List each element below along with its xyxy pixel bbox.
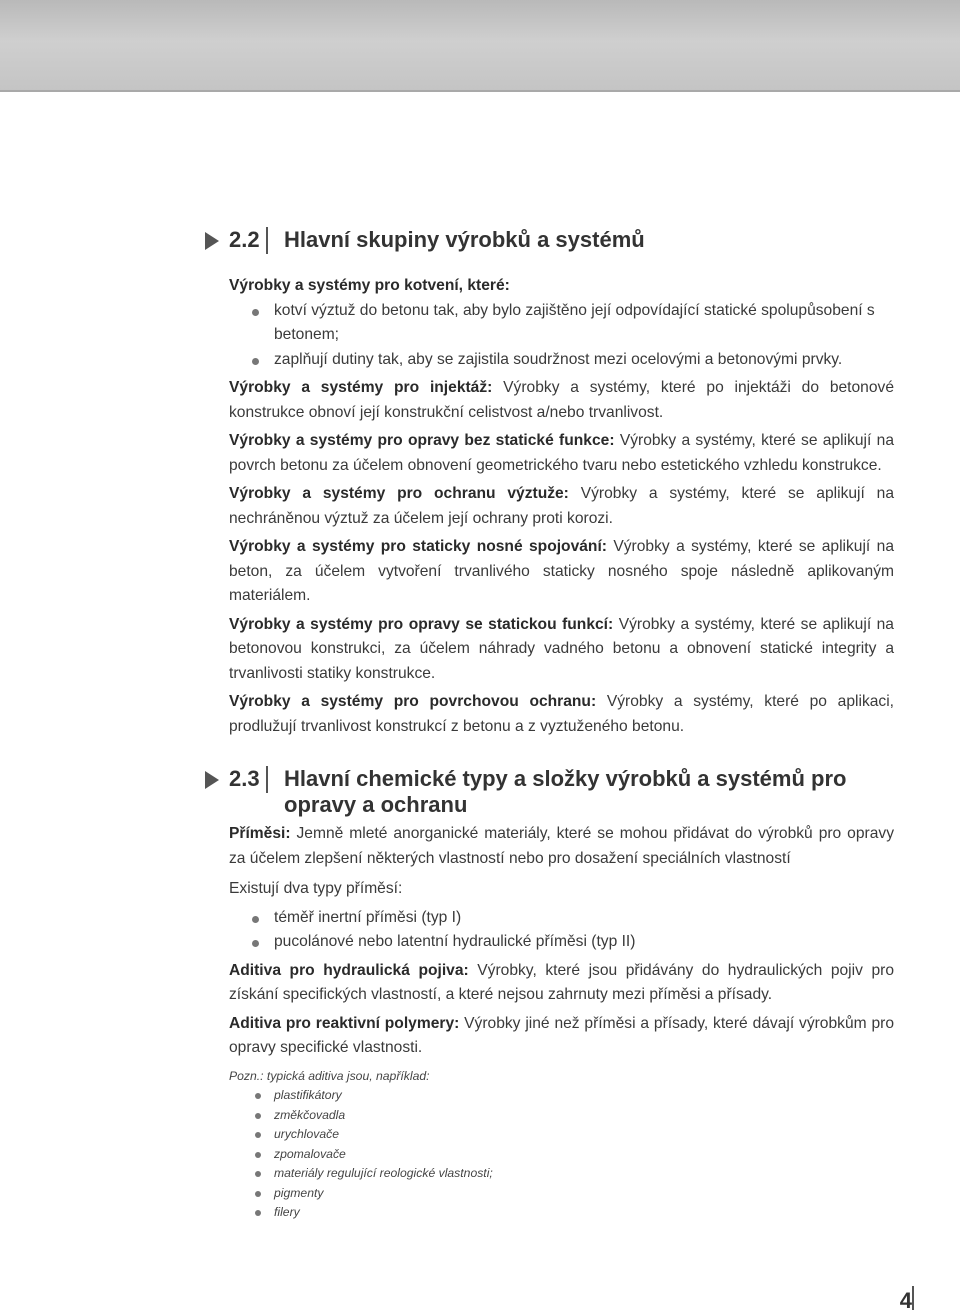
page-number: 4	[899, 1288, 912, 1313]
list-item: plastifikátory	[229, 1086, 894, 1106]
definition-text: Jemně mleté anorganické materiály, které se mohou přidávat do výrobků pro opravy za účelem zlepšení některých vlastností nebo pro dosažení speciálních vlastností	[229, 825, 894, 867]
list-item: materiály regulující reologické vlastnosti;	[229, 1164, 894, 1184]
list-item: změkčovadla	[229, 1106, 894, 1126]
list-item: kotví výztuž do betonu tak, aby bylo zajištěno její odpovídající statické spolupůsobení s betonem;	[229, 299, 894, 348]
list-item: zaplňují dutiny tak, aby se zajistila soudržnost mezi ocelovými a betonovými prvky.	[229, 348, 894, 373]
section-2-2-heading	[205, 227, 864, 254]
anchoring-list	[229, 299, 894, 373]
definition-text: Výrobky a systémy, které po injektáži do betonové konstrukce obnoví její konstrukční celistvost a/nebo trvanlivost.	[229, 379, 894, 421]
definition	[229, 429, 894, 478]
definition-text: Výrobky a systémy, které se aplikují na povrch betonu za účelem obnovení geometrického tvaru nebo estetického vzhledu konstrukce.	[229, 432, 894, 474]
note-list	[229, 1086, 894, 1223]
list-item: pucolánové nebo latentní hydraulické příměsi (typ II)	[229, 930, 894, 955]
types-intro: Existují dva typy příměsí:	[229, 880, 403, 897]
definition	[229, 613, 894, 687]
section-number: 2.2	[229, 227, 260, 252]
definition-text: Výrobky a systémy, které se aplikují na beton, za účelem vytvoření trvanlivého staticky nosného spoje následně aplikovaným materiálem.	[229, 538, 894, 604]
list-item: urychlovače	[229, 1125, 894, 1145]
divider	[266, 227, 268, 254]
definition-text: Výrobky jiné než příměsi a přísady, které dávají výrobkům pro opravy specifické vlastnosti.	[229, 1014, 894, 1056]
anchoring-heading: Výrobky a systémy pro kotvení, které:	[229, 277, 510, 294]
definition-term: Výrobky a systémy pro staticky nosné spojování:	[229, 538, 607, 555]
list-item: filery	[229, 1203, 894, 1223]
definition-term: Výrobky a systémy pro opravy se statickou funkcí:	[229, 615, 614, 633]
section-number: 2.3	[229, 766, 260, 791]
definition	[229, 482, 894, 531]
section-2-3-heading	[205, 766, 864, 818]
definition-term: Výrobky a systémy pro povrchovou ochranu:	[229, 693, 597, 710]
definition-term: Příměsi:	[229, 825, 291, 842]
note-intro: Pozn.: typická aditiva jsou, například:	[229, 1068, 430, 1083]
section-2-3-body	[229, 822, 894, 1223]
section-title: Hlavní skupiny výrobků a systémů	[284, 227, 645, 252]
definition	[229, 690, 894, 739]
definition-term: Výrobky a systémy pro opravy bez statické funkce:	[229, 432, 615, 449]
definition-text: Výrobky, které jsou přidávány do hydraulických pojiv pro získání specifických vlastností, a které nejsou zahrnuty mezi příměsi a přísady.	[229, 961, 894, 1003]
definition	[229, 535, 894, 609]
definition-term: Aditiva pro hydraulická pojiva:	[229, 961, 469, 979]
hydraulic-definition	[229, 959, 894, 1008]
definition-text: Výrobky a systémy, které se aplikují na nechráněnou výztuž za účelem její ochrany proti korozi.	[229, 485, 894, 527]
header-band	[0, 0, 960, 92]
list-item: pigmenty	[229, 1184, 894, 1204]
triangle-bullet-icon	[205, 232, 219, 250]
definition-term: Výrobky a systémy pro ochranu výztuže:	[229, 485, 569, 502]
definition-term: Výrobky a systémy pro injektáž:	[229, 379, 493, 396]
definition-text: Výrobky a systémy, které po aplikaci, prodlužují trvanlivost konstrukcí z betonu a z vyztuženého betonu.	[229, 693, 895, 735]
divider	[266, 766, 268, 793]
list-item: téměř inertní příměsi (typ I)	[229, 906, 894, 931]
section-2-2-body	[229, 274, 894, 739]
section-title: Hlavní chemické typy a složky výrobků a systémů pro opravy a ochranu	[284, 766, 847, 817]
triangle-bullet-icon	[205, 771, 219, 789]
definition	[229, 376, 894, 425]
list-item: zpomalovače	[229, 1145, 894, 1165]
admixtures-definition	[229, 822, 894, 871]
types-list	[229, 906, 894, 955]
definition-text: Výrobky a systémy, které se aplikují na betonovou konstrukci, za účelem náhrady vadného betonu a obnovení statické integrity a trvanlivosti statiky konstrukce.	[229, 615, 894, 682]
definition-term: Aditiva pro reaktivní polymery:	[229, 1014, 460, 1032]
page-number-divider	[912, 1286, 914, 1310]
polymer-definition	[229, 1012, 894, 1061]
